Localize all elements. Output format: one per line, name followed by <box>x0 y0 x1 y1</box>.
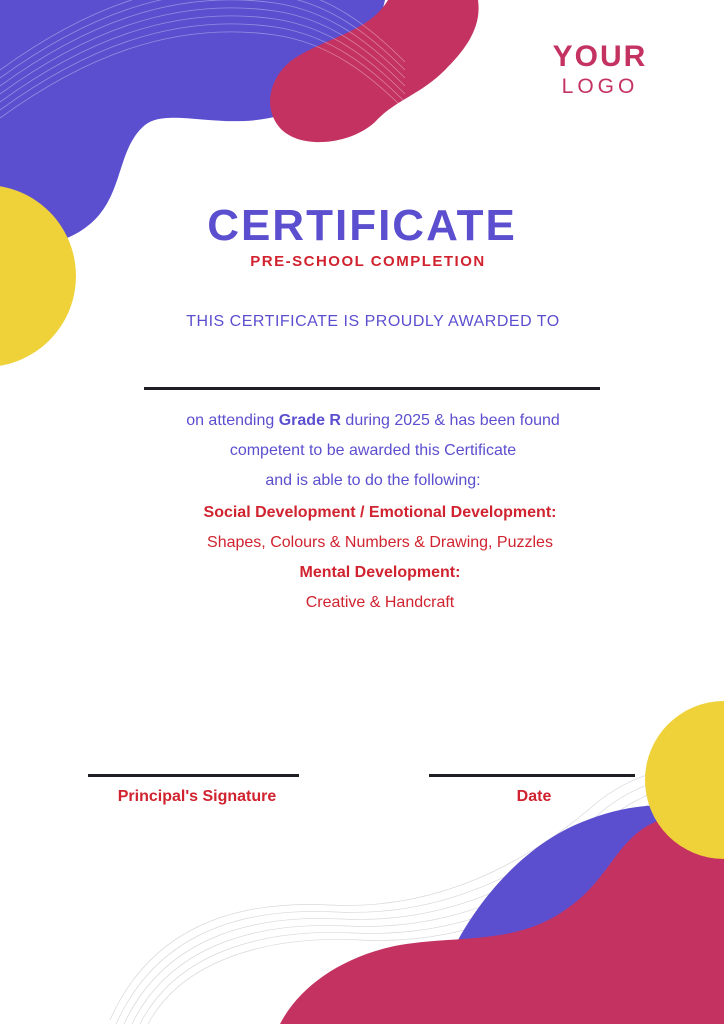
date-label: Date <box>516 788 552 805</box>
grade-text: Grade R <box>278 412 341 429</box>
certificate-subtitle: PRE-SCHOOL COMPLETION <box>250 253 486 270</box>
principal-signature-line <box>88 774 299 777</box>
recipient-name-line <box>144 387 600 390</box>
body-line-1-suffix: during 2025 & has been found <box>340 412 560 429</box>
body-line-1-prefix: on attending <box>186 412 279 429</box>
skills-section <box>0 498 724 618</box>
body-line-2: competent to be awarded this Certificate <box>229 442 517 459</box>
skills-heading-mental: Mental Development: <box>299 564 461 581</box>
skills-heading-social: Social Development / Emotional Development: <box>203 504 557 521</box>
logo-text-bottom: LOGO <box>561 75 639 98</box>
certificate-body <box>0 406 724 496</box>
body-line-3: and is able to do the following: <box>265 472 481 489</box>
logo <box>530 40 670 100</box>
awarded-to-text: THIS CERTIFICATE IS PROUDLY AWARDED TO <box>186 313 560 330</box>
date-line <box>429 774 635 777</box>
skills-items-social: Shapes, Colours & Numbers & Drawing, Puzzles <box>207 534 553 551</box>
logo-text-top: YOUR <box>552 40 648 73</box>
skills-items-mental: Creative & Handcraft <box>305 594 455 611</box>
certificate-title: CERTIFICATE <box>207 201 517 250</box>
principal-signature-label: Principal's Signature <box>117 788 277 805</box>
body-line-1 <box>0 406 724 436</box>
